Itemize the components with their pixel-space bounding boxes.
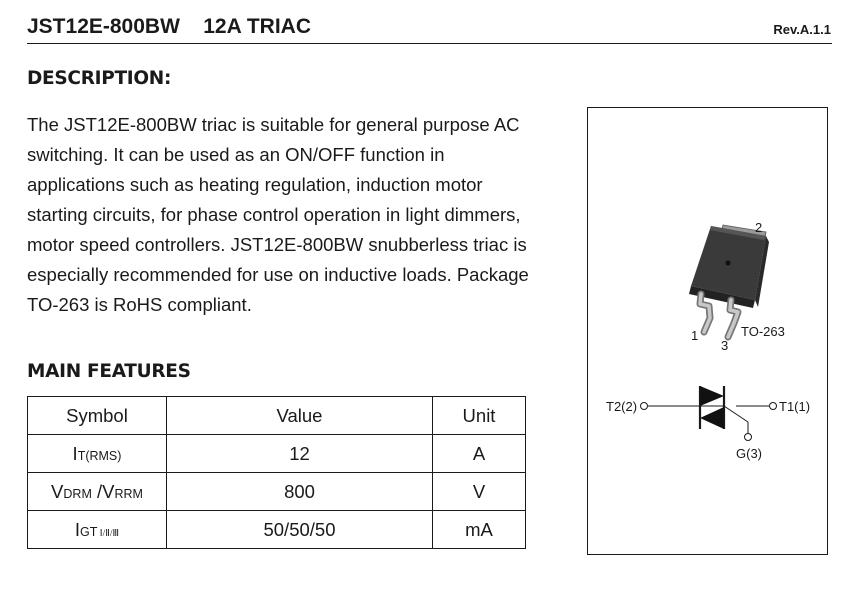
unit-cell: V xyxy=(433,473,526,511)
symbol-subscript: DRM xyxy=(63,486,92,501)
package-figure xyxy=(588,108,827,554)
table-header-row xyxy=(28,397,526,435)
package-type-label: TO-263 xyxy=(741,324,785,339)
symbol-separator: /V xyxy=(91,480,115,502)
unit-cell: A xyxy=(433,435,526,473)
symbol-main: V xyxy=(51,480,64,502)
terminal-t2-label: T2(2) xyxy=(606,399,638,414)
description-line: especially recommended for use on inductive loads. Package xyxy=(27,264,529,285)
unit-cell: mA xyxy=(433,511,526,549)
to263-package-icon xyxy=(689,225,769,337)
main-features-heading: MAIN FEATURES xyxy=(27,361,191,382)
description-line: The JST12E-800BW triac is suitable for general purpose AC xyxy=(27,114,520,135)
triac-symbol-icon xyxy=(641,386,777,441)
description-line: switching. It can be used as an ON/OFF function in xyxy=(27,144,445,165)
package-figure-box xyxy=(587,107,828,555)
description-heading: DESCRIPTION: xyxy=(27,68,172,89)
description-paragraph xyxy=(27,110,587,320)
symbol-cell xyxy=(28,473,167,511)
symbol-subscript: GT xyxy=(80,524,98,539)
description-line: TO-263 is RoHS compliant. xyxy=(27,294,252,315)
value-cell: 50/50/50 xyxy=(167,511,433,549)
header-divider xyxy=(27,43,832,44)
terminal-g-label: G(3) xyxy=(736,446,762,461)
symbol-main: I xyxy=(74,518,81,540)
description-line: motor speed controllers. JST12E-800BW snubberless triac is xyxy=(27,234,527,255)
symbol-cell xyxy=(28,435,167,473)
column-header-unit: Unit xyxy=(433,397,526,435)
column-header-value: Value xyxy=(167,397,433,435)
document-title xyxy=(27,15,311,39)
pin-2-label: 2 xyxy=(755,220,763,235)
pin-1-label: 1 xyxy=(691,328,699,343)
terminal-t1-label: T1(1) xyxy=(779,399,811,414)
part-number: JST12E-800BW xyxy=(27,15,180,38)
product-type: 12A TRIAC xyxy=(203,15,311,38)
symbol-subscript: RRM xyxy=(114,486,143,501)
symbol-main: I xyxy=(72,442,78,464)
value-cell: 12 xyxy=(167,435,433,473)
pin-3-label: 3 xyxy=(721,338,729,353)
column-header-symbol: Symbol xyxy=(28,397,167,435)
table-row xyxy=(28,435,526,473)
table-row xyxy=(28,511,526,549)
main-features-table xyxy=(27,396,526,549)
description-line: applications such as heating regulation, induction motor xyxy=(27,174,483,195)
table-row xyxy=(28,473,526,511)
symbol-subscript: T(RMS) xyxy=(77,448,122,463)
symbol-cell xyxy=(28,511,167,549)
description-line: starting circuits, for phase control operation in light dimmers, xyxy=(27,204,521,225)
symbol-quadrants: Ⅰ/Ⅱ/Ⅲ xyxy=(97,528,120,539)
value-cell: 800 xyxy=(167,473,433,511)
revision-label: Rev.A.1.1 xyxy=(773,22,831,37)
